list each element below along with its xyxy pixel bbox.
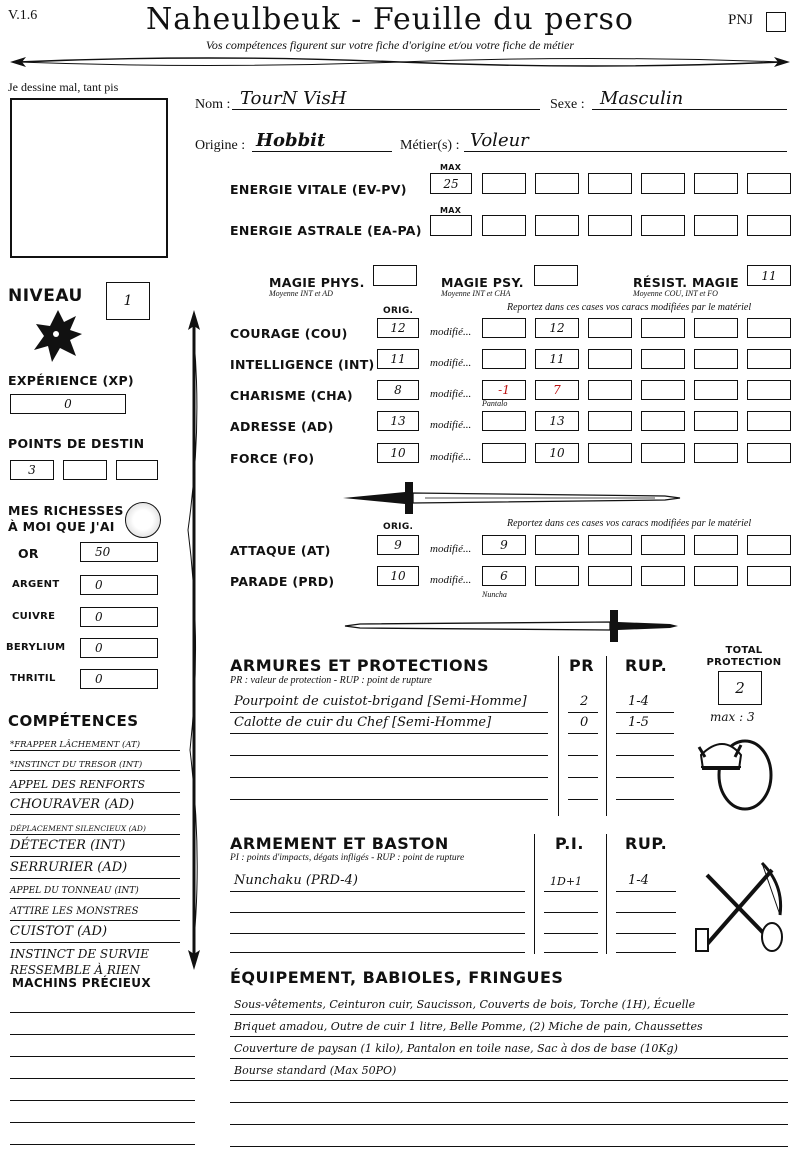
magie-phys-box[interactable] [373,265,417,286]
stat-int-box[interactable] [641,349,685,369]
combat-at-orig[interactable]: 9 [377,535,419,555]
sexe-label: Sexe : [550,97,585,112]
ea-max-label: MAX [440,206,462,215]
equipement-line[interactable]: Couverture de paysan (1 kilo), Pantalon en toile nase, Sac à dos de base (10Kg) [234,1042,678,1055]
or-box[interactable]: 50 [80,542,158,562]
combat-prd-modif-label: modifié... [430,574,472,586]
combat-at-modif-label: modifié... [430,543,472,555]
combat-orig-label: ORIG. [383,522,414,532]
stat-int-box[interactable] [588,349,632,369]
niveau-box[interactable]: 1 [106,282,150,320]
armement-divider [606,834,607,954]
page-title: Naheulbeuk - Feuille du perso [146,2,634,37]
stat-cha-mod-note: Pantalo [482,399,508,408]
ea-label: ENERGIE ASTRALE (EA-PA) [230,223,422,238]
magie-phys-label: MAGIE PHYS. [269,275,365,290]
magie-phys-note: Moyenne INT et AD [269,289,333,298]
competence-item[interactable]: INSTINCT DE SURVIE [10,947,150,961]
experience-box[interactable]: 0 [10,394,126,414]
armement-title: ARMEMENT ET BASTON [230,834,449,853]
metier-label: Métier(s) : [400,138,460,153]
armement-divider [534,834,535,954]
stat-fo-label: FORCE (FO) [230,451,315,466]
or-label: OR [18,546,39,561]
stat-fo-box[interactable] [747,443,791,463]
arme-row-pi[interactable]: 1D+1 [550,875,583,888]
armures-rup-label: RUP. [625,656,668,675]
combat-at-box[interactable] [694,535,738,555]
destin-box-1[interactable]: 3 [10,460,54,480]
arme-row-name[interactable]: Nunchaku (PRD-4) [234,873,358,888]
equipement-line[interactable]: Briquet amadou, Outre de cuir 1 litre, Belle Pomme, (2) Miche de pain, Chaussettes [234,1020,703,1033]
combat-at-mod[interactable]: 9 [482,535,526,555]
stat-cha-box[interactable] [641,380,685,400]
armure-row-pr[interactable]: 2 [580,694,589,709]
weapons-icon [692,855,787,955]
armement-rup-label: RUP. [625,834,668,853]
armures-divider [606,656,607,816]
combat-at-box[interactable] [641,535,685,555]
competence-item[interactable]: DÉPLACEMENT SILENCIEUX (AD) [10,824,146,833]
argent-box[interactable]: 0 [80,575,158,595]
ea-box-3[interactable] [588,215,632,236]
combat-at-box[interactable] [535,535,579,555]
armement-pi-label: P.I. [555,834,584,853]
origine-label: Origine : [195,138,246,153]
stat-int-orig[interactable]: 11 [377,349,419,369]
pnj-label: PNJ [728,12,754,28]
equipement-line[interactable]: Sous-vêtements, Ceinturon cuir, Saucisson, Couverts de bois, Torche (1H), Écuelle [234,998,696,1011]
combat-prd-orig[interactable]: 10 [377,566,419,586]
equipement-line[interactable]: Bourse standard (Max 50PO) [234,1064,397,1077]
pnj-checkbox[interactable] [766,12,786,32]
stat-cha-box[interactable] [588,380,632,400]
berylium-box[interactable]: 0 [80,638,158,658]
richesses-label-2: À MOI QUE J'AI [8,519,115,534]
ev-box-1[interactable] [482,173,526,194]
stat-cou-box[interactable] [747,318,791,338]
helmet-shield-icon [693,725,777,815]
total-protection-label: TOTAL PROTECTION [706,645,782,668]
portrait-caption: Je dessine mal, tant pis [8,80,119,94]
stat-cha-orig[interactable]: 8 [377,380,419,400]
coin-icon [125,502,161,538]
stat-cou-modif-label: modifié... [430,326,472,338]
stat-ad-box[interactable] [588,411,632,431]
nom-label: Nom : [195,97,231,112]
combat-at-box[interactable] [747,535,791,555]
metier-value[interactable]: Voleur [470,130,529,151]
stat-int-modif-label: modifié... [430,357,472,369]
stat-ad-box[interactable] [694,411,738,431]
armure-row-rup[interactable]: 1-4 [628,694,649,709]
stat-cha-box[interactable] [747,380,791,400]
resist-magie-label: RÉSIST. MAGIE [633,275,740,290]
competence-item[interactable]: CHOURAVER (AD) [10,797,135,812]
portrait-frame[interactable] [10,98,168,258]
competence-item[interactable]: *FRAPPER LÂCHEMENT (AT) [10,740,141,750]
armures-title: ARMURES ET PROTECTIONS [230,656,489,675]
machins-label: MACHINS PRÉCIEUX [12,976,151,990]
stat-fo-box[interactable] [588,443,632,463]
stat-cha-mod[interactable]: -1 [482,380,526,400]
cuivre-label: CUIVRE [12,611,56,622]
cuivre-box[interactable]: 0 [80,607,158,627]
combat-prd-box[interactable] [535,566,579,586]
combat-prd-label: PARADE (PRD) [230,574,335,589]
stat-cou-mod[interactable] [482,318,526,338]
stat-fo-box[interactable] [694,443,738,463]
origine-value[interactable]: Hobbit [256,130,326,151]
stat-cou-box[interactable] [694,318,738,338]
competence-item[interactable]: APPEL DES RENFORTS [10,778,146,791]
stat-fo-val[interactable]: 10 [535,443,579,463]
combat-prd-box[interactable] [747,566,791,586]
stat-int-label: INTELLIGENCE (INT) [230,357,375,372]
armures-pr-label: PR [569,656,595,675]
combat-at-label: ATTAQUE (AT) [230,543,331,558]
combat-prd-mod[interactable]: 6 [482,566,526,586]
ev-box-3[interactable] [588,173,632,194]
stat-cou-box[interactable] [588,318,632,338]
stat-ad-label: ADRESSE (AD) [230,419,334,434]
stat-ad-val[interactable]: 13 [535,411,579,431]
ev-label: ENERGIE VITALE (EV-PV) [230,182,407,197]
destin-label: POINTS DE DESTIN [8,436,145,451]
dragon-icon [30,306,86,366]
stat-fo-mod[interactable] [482,443,526,463]
spear-icon [182,310,206,970]
competence-item[interactable]: DÉTECTER (INT) [10,838,126,853]
nom-value[interactable]: TourN VisH [240,88,347,109]
magie-psy-box[interactable] [534,265,578,286]
competence-item[interactable]: APPEL DU TONNEAU (INT) [10,886,139,896]
ea-box-1[interactable] [482,215,526,236]
stat-int-val[interactable]: 11 [535,349,579,369]
arme-row-rup[interactable]: 1-4 [628,873,649,888]
armure-row-name[interactable]: Calotte de cuir du Chef [Semi-Homme] [234,715,492,730]
destin-box-3[interactable] [116,460,158,480]
richesses-label-1: MES RICHESSES [8,503,124,518]
total-protection-box[interactable]: 2 [718,671,762,705]
magie-psy-note: Moyenne INT et CHA [441,289,511,298]
stat-ad-mod[interactable] [482,411,526,431]
armement-note: PI : points d'impacts, dégats infligés - RUP : point de rupture [230,853,465,863]
berylium-label: BERYLIUM [6,642,66,653]
stat-ad-modif-label: modifié... [430,419,472,431]
armures-divider [558,656,559,816]
stat-cou-val[interactable]: 12 [535,318,579,338]
stat-cou-box[interactable] [641,318,685,338]
stats-note: Reportez dans ces cases vos caracs modifiées par le matériel [507,302,752,313]
thritil-label: THRITIL [10,673,56,684]
ev-box-5[interactable] [694,173,738,194]
resist-magie-box[interactable]: 11 [747,265,791,286]
sword-icon [340,608,685,644]
ev-max-label: MAX [440,163,462,172]
equipement-title: ÉQUIPEMENT, BABIOLES, FRINGUES [230,968,564,987]
version-label: V.1.6 [8,8,38,23]
ea-box-4[interactable] [641,215,685,236]
resist-magie-note: Moyenne COU, INT et FO [633,289,718,298]
ev-box-2[interactable] [535,173,579,194]
stat-ad-box[interactable] [747,411,791,431]
ea-box-6[interactable] [747,215,791,236]
stat-cha-modif-label: modifié... [430,388,472,400]
armure-row-name[interactable]: Pourpoint de cuistot-brigand [Semi-Homme] [234,694,527,709]
destin-box-2[interactable] [63,460,107,480]
sword-icon [335,480,685,516]
stat-cou-orig[interactable]: 12 [377,318,419,338]
stat-fo-box[interactable] [641,443,685,463]
magie-psy-label: MAGIE PSY. [441,275,524,290]
page-subtitle: Vos compétences figurent sur votre fiche d'origine et/ou votre fiche de métier [205,38,575,52]
competence-item[interactable]: SERRURIER (AD) [10,860,128,875]
ev-box-4[interactable] [641,173,685,194]
stat-int-mod[interactable] [482,349,526,369]
stat-fo-modif-label: modifié... [430,451,472,463]
thritil-box[interactable]: 0 [80,669,158,689]
combat-prd-mod-note: Nuncha [482,590,507,599]
ea-max-box[interactable] [430,215,472,236]
header-arrow-ornament [8,52,792,72]
sexe-value[interactable]: Masculin [600,88,684,109]
combat-note: Reportez dans ces cases vos caracs modifiées par le matériel [507,518,752,529]
competence-item[interactable]: *INSTINCT DU TRESOR (INT) [10,760,143,770]
stat-int-box[interactable] [747,349,791,369]
competence-item[interactable]: CUISTOT (AD) [10,924,108,939]
experience-label: EXPÉRIENCE (XP) [8,373,134,388]
stat-cha-val[interactable]: 7 [535,380,579,400]
combat-prd-box[interactable] [588,566,632,586]
stats-orig-label: ORIG. [383,306,414,316]
armures-note: PR : valeur de protection - RUP : point de rupture [230,675,432,686]
combat-at-box[interactable] [588,535,632,555]
armure-row-pr[interactable]: 0 [580,715,589,730]
argent-label: ARGENT [12,579,60,590]
ev-max-box[interactable]: 25 [430,173,472,194]
ea-box-2[interactable] [535,215,579,236]
stat-cou-label: COURAGE (COU) [230,326,348,341]
stat-ad-box[interactable] [641,411,685,431]
combat-prd-box[interactable] [641,566,685,586]
armure-row-rup[interactable]: 1-5 [628,715,649,730]
competence-item[interactable]: ATTIRE LES MONSTRES [10,906,139,917]
stat-ad-orig[interactable]: 13 [377,411,419,431]
ev-box-6[interactable] [747,173,791,194]
stat-cha-label: CHARISME (CHA) [230,388,353,403]
competence-item[interactable]: RESSEMBLE À RIEN [10,963,140,977]
stat-fo-orig[interactable]: 10 [377,443,419,463]
stat-cha-box[interactable] [694,380,738,400]
niveau-label: NIVEAU [8,286,83,306]
ea-box-5[interactable] [694,215,738,236]
max-protection-note: max : 3 [710,710,755,724]
competences-label: COMPÉTENCES [8,712,139,730]
combat-prd-box[interactable] [694,566,738,586]
stat-int-box[interactable] [694,349,738,369]
